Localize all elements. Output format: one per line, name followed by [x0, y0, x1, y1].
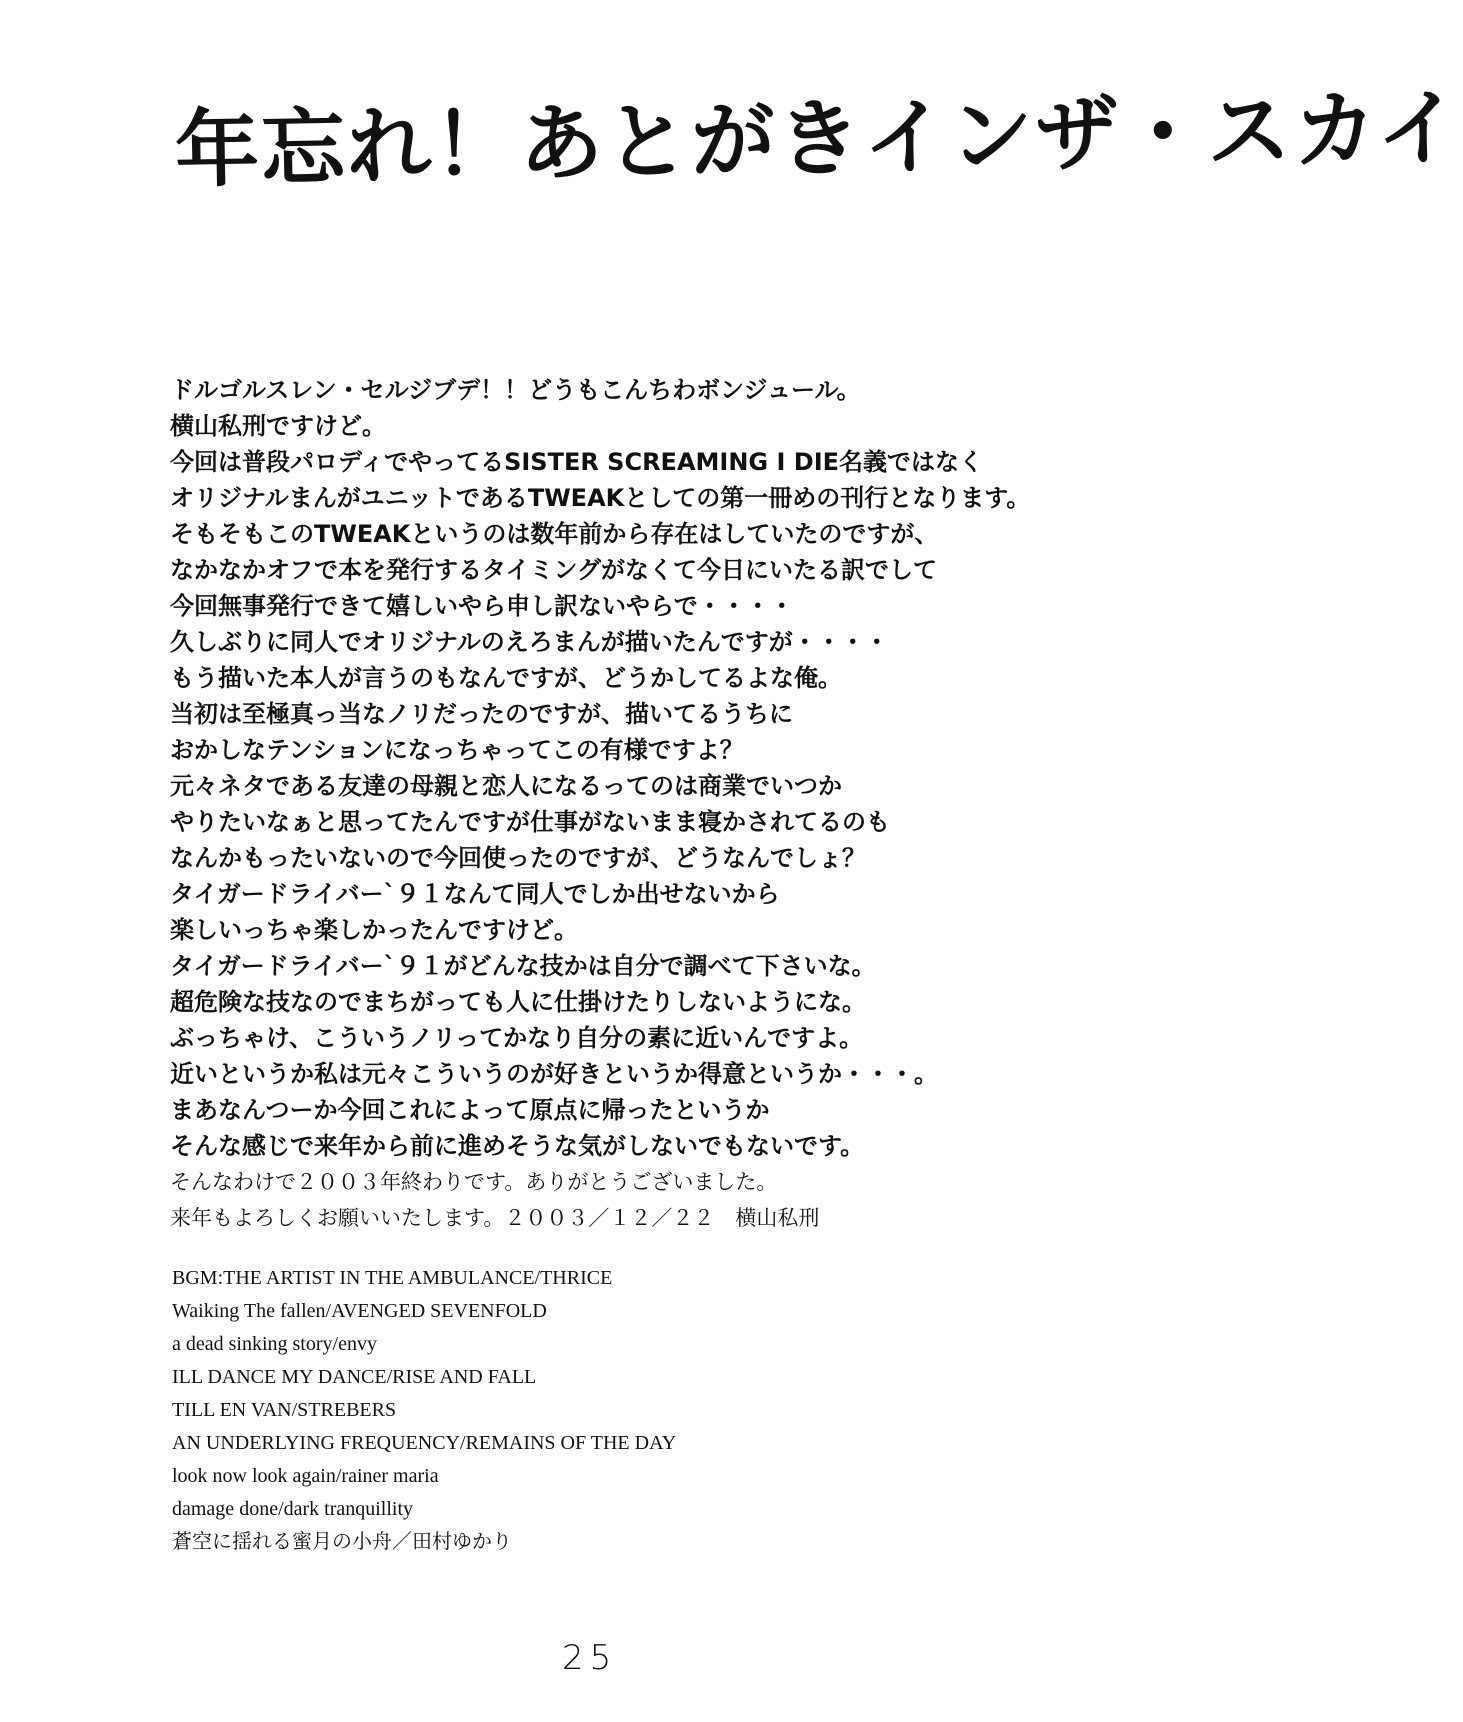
body-line: 久しぶりに同人でオリジナルのえろまんが描いたんですが・・・・	[170, 628, 889, 656]
body-line: なかなかオフで本を発行するタイミングがなくて今日にいたる訳でして	[170, 556, 938, 584]
body-line: タイガードライバー`９１がどんな技かは自分で調べて下さいな。	[170, 952, 876, 980]
body-line: 今回無事発行できて嬉しいやら申し訳ないやらで・・・・	[170, 592, 794, 620]
body-line: そもそもこのTWEAKというのは数年前から存在はしていたのですが、	[170, 520, 939, 548]
bgm-line: BGM:THE ARTIST IN THE AMBULANCE/THRICE	[172, 1267, 613, 1289]
body-line: 近いというか私は元々こういうのが好きというか得意というか・・・。	[170, 1060, 938, 1088]
bgm-line: ILL DANCE MY DANCE/RISE AND FALL	[172, 1366, 537, 1388]
bgm-list	[172, 1262, 676, 1559]
body-line: オリジナルまんがユニットであるTWEAKとしての第一冊めの刊行となります。	[170, 484, 1031, 512]
body-line: まあなんつーか今回これによって原点に帰ったというか	[170, 1096, 770, 1124]
bgm-line: a dead sinking story/envy	[172, 1333, 377, 1355]
closing-line: そんなわけで２００３年終わりです。ありがとうございました。	[170, 1170, 778, 1194]
bgm-line: look now look again/rainer maria	[172, 1465, 439, 1487]
body-line: タイガードライバー`９１なんて同人でしか出せないから	[170, 880, 780, 908]
bgm-line: 蒼空に揺れる蜜月の小舟／田村ゆかり	[172, 1531, 512, 1553]
body-line: 超危険な技なのでまちがっても人に仕掛けたりしないようにな。	[170, 988, 866, 1016]
page-number: 25	[562, 1638, 618, 1678]
body-line: 今回は普段パロディでやってるSISTER SCREAMING I DIE名義ではなく	[170, 448, 984, 476]
body-line: 楽しいっちゃ楽しかったんですけど。	[170, 916, 578, 944]
body-line: 元々ネタである友達の母親と恋人になるってのは商業でいつか	[170, 772, 842, 800]
bgm-line: damage done/dark tranquillity	[172, 1498, 414, 1520]
body-line: やりたいなぁと思ってたんですが仕事がないまま寝かされてるのも	[170, 808, 890, 836]
afterword-body	[170, 372, 1070, 1236]
body-line: なんかもったいないので今回使ったのですが、どうなんでしょ？	[170, 844, 866, 872]
bgm-line: AN UNDERLYING FREQUENCY/REMAINS OF THE DAY	[172, 1432, 677, 1454]
body-line: 横山私刑ですけど。	[170, 412, 386, 440]
closing-line: 来年もよろしくお願いいたします。２００３／１２／２２ 横山私刑	[170, 1206, 820, 1230]
body-line: おかしなテンションになっちゃってこの有様ですよ？	[170, 736, 744, 764]
body-line: もう描いた本人が言うのもなんですが、どうかしてるよな俺。	[170, 664, 842, 692]
bgm-line: Waiking The fallen/AVENGED SEVENFOLD	[172, 1300, 547, 1322]
body-line: そんな感じで来年から前に進めそうな気がしないでもないです。	[170, 1132, 865, 1160]
body-line: 当初は至極真っ当なノリだったのですが、描いてるうちに	[170, 700, 794, 728]
body-line: ぶっちゃけ、こういうノリってかなり自分の素に近いんですよ。	[170, 1024, 864, 1052]
handwritten-title: 年忘れ！あとがきインザ・スカイ	[174, 77, 1463, 200]
body-line: ドルゴルスレン・セルジブデ！！どうもこんちわボンジュール。	[170, 376, 861, 404]
bgm-line: TILL EN VAN/STREBERS	[172, 1399, 397, 1421]
